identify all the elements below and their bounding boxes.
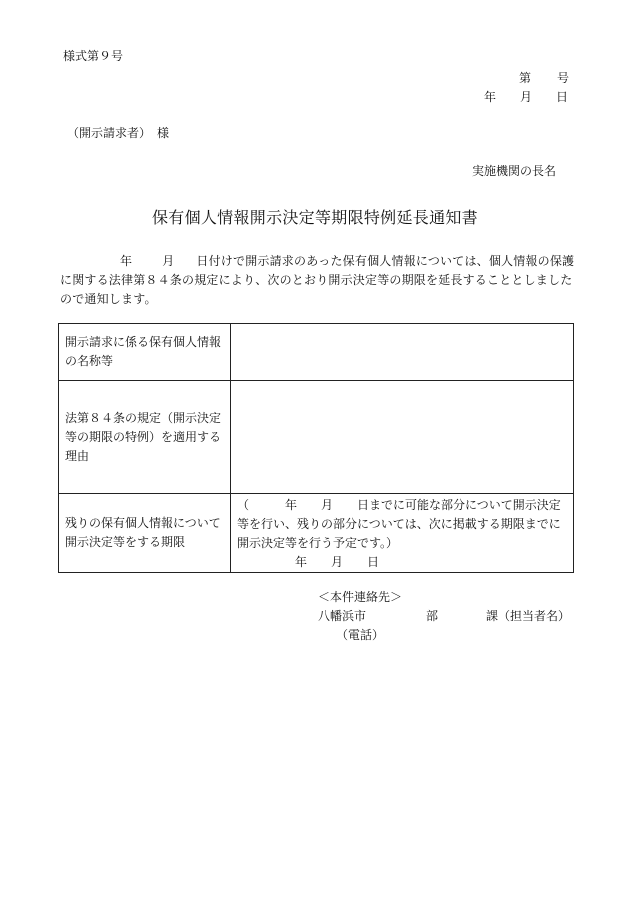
- table-value: [231, 324, 574, 381]
- document-date: [484, 88, 568, 105]
- table-row: [59, 381, 574, 494]
- document-date-year: 年: [484, 90, 497, 104]
- table-value: [231, 381, 574, 494]
- deadline-statement: （ 年 月 日までに可能な部分について開示決定等を行い、残りの部分については、次に掲載する期限までに開示決定等を行う予定です。）: [237, 498, 561, 550]
- table-row: [59, 324, 574, 381]
- notice-body: [60, 252, 580, 309]
- notice-table: [58, 323, 574, 573]
- body-year: 年: [120, 254, 133, 268]
- contact-phone: （電話）: [336, 628, 385, 642]
- contact-department: 八幡浜市 部 課（担当者名）: [318, 609, 571, 623]
- form-number: 様式第９号: [63, 49, 124, 63]
- body-month: 月: [162, 254, 175, 268]
- deadline-date: 年 月 日: [295, 555, 380, 569]
- body-text: 日付けで開示請求のあった保有個人情報については、個人情報の保護に関する法律第８４条の規定により、次のとおり開示決定等の期限を延長することとしましたので通知します。: [60, 254, 575, 306]
- table-value: [231, 494, 574, 573]
- document-number-suffix: 号: [557, 71, 570, 85]
- recipient: （開示請求者） 様: [67, 126, 170, 140]
- document-date-day: 日: [556, 90, 569, 104]
- document-number: [519, 69, 569, 86]
- contact-info: [318, 588, 570, 645]
- document-date-month: 月: [520, 90, 533, 104]
- table-label: 残りの保有個人情報について開示決定等をする期限: [59, 494, 231, 573]
- issuer-name: 実施機関の長名: [472, 164, 557, 178]
- document-title: 保有個人情報開示決定等期限特例延長通知書: [151, 208, 478, 227]
- contact-heading: ＜本件連絡先＞: [318, 590, 403, 604]
- table-label: 法第８４条の規定（開示決定等の期限の特例）を適用する理由: [59, 381, 231, 494]
- document-number-prefix: 第: [519, 71, 532, 85]
- table-row: [59, 494, 574, 573]
- table-label: 開示請求に係る保有個人情報の名称等: [59, 324, 231, 381]
